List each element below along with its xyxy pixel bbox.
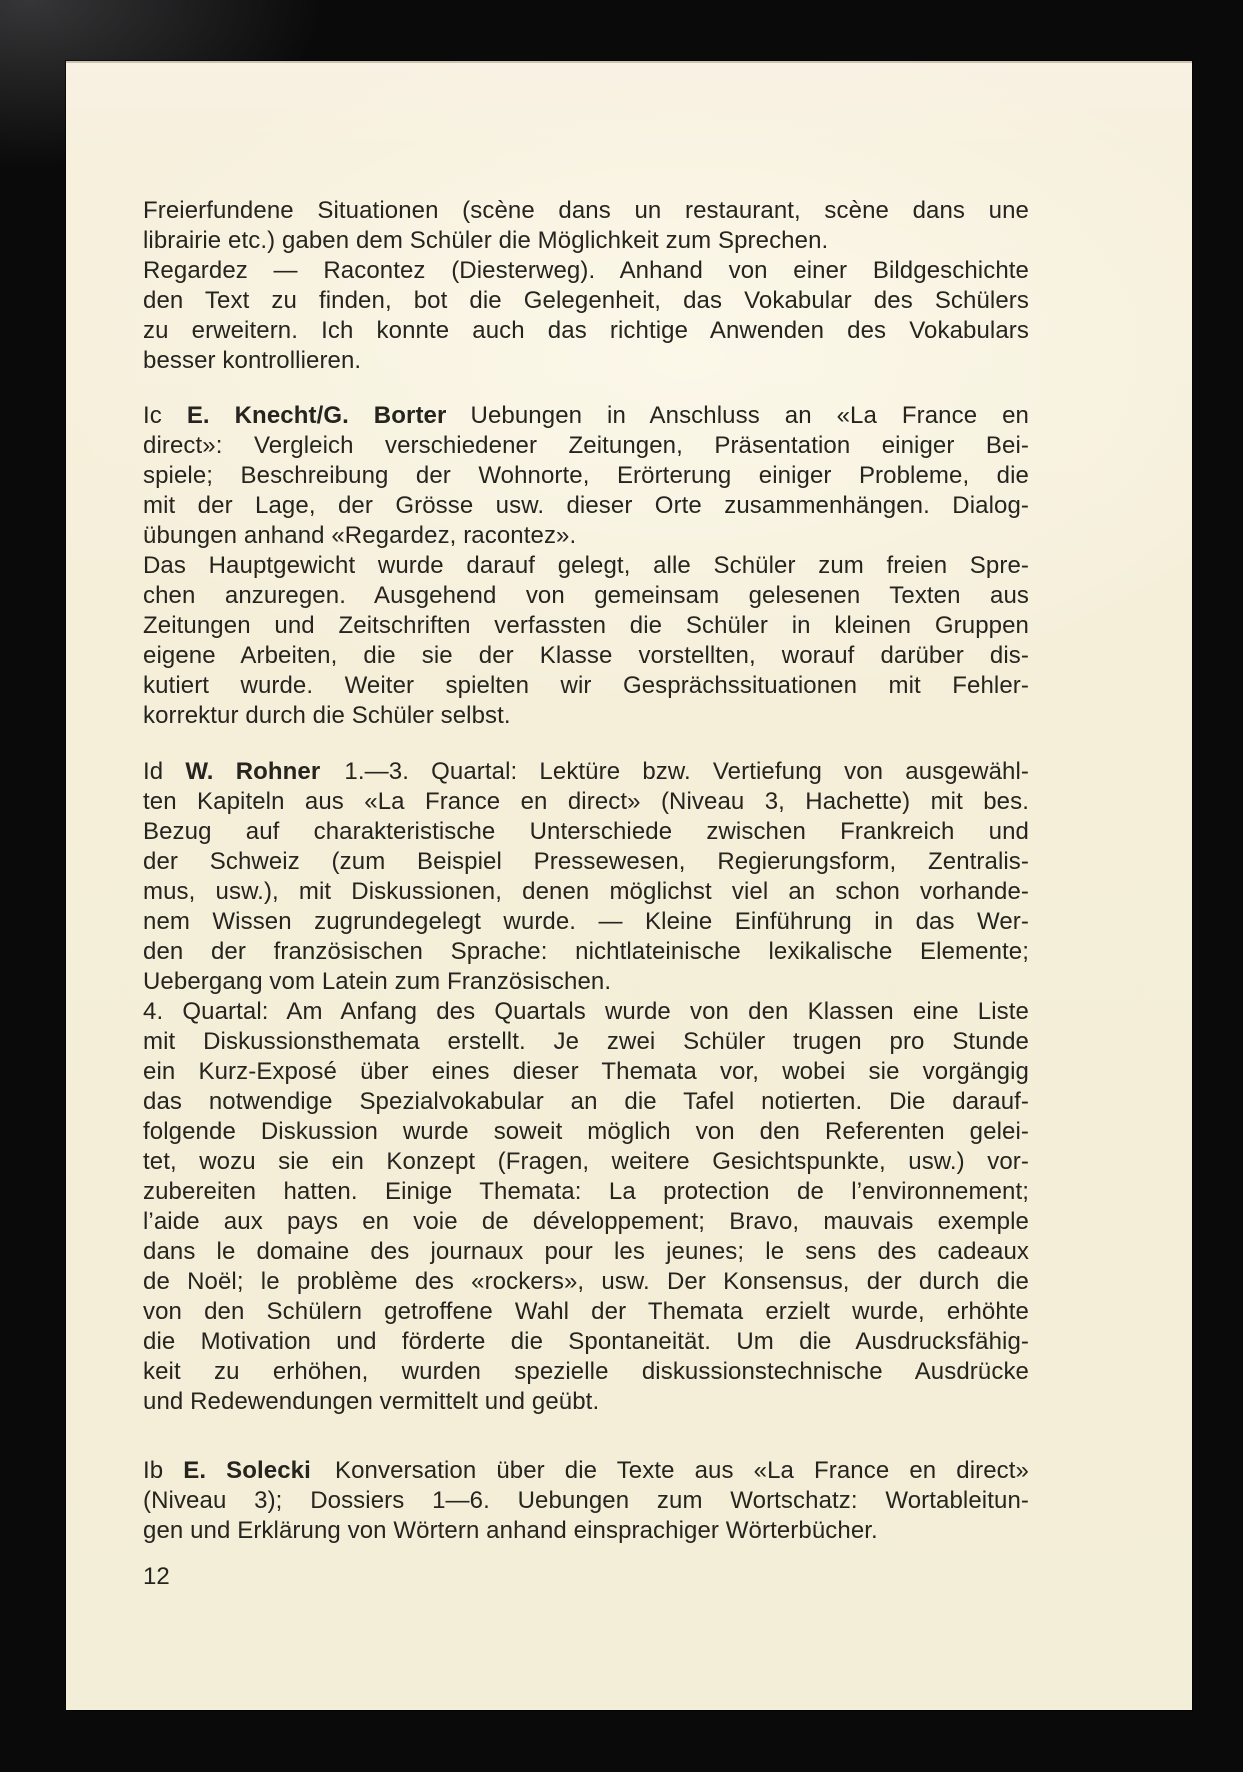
text-line <box>143 997 1029 1027</box>
page-number: 12 <box>143 1563 170 1590</box>
text-line <box>143 1357 1029 1387</box>
text-segment: zubereiten hatten. Einige Themata: La protection de l’environnement; <box>143 1178 1029 1205</box>
text-segment: Uebungen in Anschluss an «La France en <box>446 402 1029 429</box>
text-line <box>143 757 1029 787</box>
text-line <box>143 1387 1029 1417</box>
text-line <box>143 1207 1029 1237</box>
text-segment: Ib <box>143 1457 184 1484</box>
text-segment: von den Schülern getroffene Wahl der Themata erzielt wurde, erhöhte <box>143 1298 1029 1325</box>
text-line <box>143 1087 1029 1117</box>
text-line <box>143 1177 1029 1207</box>
text-line <box>143 286 1029 316</box>
text-line <box>143 1117 1029 1147</box>
teacher-name-bold: E. Knecht/G. Borter <box>186 402 447 429</box>
text-segment: mit Diskussionsthemata erstellt. Je zwei Schüler trugen pro Stunde <box>143 1028 1029 1055</box>
text-line <box>143 1147 1029 1177</box>
text-line <box>143 1237 1029 1267</box>
text-segment: das notwendige Spezialvokabular an die Tafel notierten. Die darauf- <box>143 1088 1029 1115</box>
teacher-name-bold: E. Solecki <box>183 1457 311 1484</box>
text-line <box>143 847 1029 877</box>
text-segment: korrektur durch die Schüler selbst. <box>143 702 511 729</box>
text-line <box>143 1516 1029 1546</box>
text-segment: Zeitungen und Zeitschriften verfassten die Schüler in kleinen Gruppen <box>143 612 1029 639</box>
text-line <box>143 346 1029 376</box>
text-segment: besser kontrollieren. <box>143 347 362 374</box>
text-segment: 1.—3. Quartal: Lektüre bzw. Vertiefung von ausgewähl- <box>320 758 1029 785</box>
paragraph-block <box>143 196 1029 376</box>
text-segment: Uebergang vom Latein zum Französischen. <box>143 968 612 995</box>
text-segment: direct»: Vergleich verschiedener Zeitungen, Präsentation einiger Bei- <box>143 432 1029 459</box>
document-page <box>66 61 1192 1710</box>
text-segment: librairie etc.) gaben dem Schüler die Möglichkeit zum Sprechen. <box>143 227 829 254</box>
text-segment: Das Hauptgewicht wurde darauf gelegt, alle Schüler zum freien Spre- <box>143 552 1029 579</box>
text-segment: nem Wissen zugrundegelegt wurde. — Kleine Einführung in das Wer- <box>143 908 1029 935</box>
text-line <box>143 1327 1029 1357</box>
text-line <box>143 877 1029 907</box>
text-segment: Konversation über die Texte aus «La France en direct» <box>310 1457 1029 1484</box>
text-line <box>143 1456 1029 1486</box>
text-segment: den Text zu finden, bot die Gelegenheit, das Vokabular des Schülers <box>143 287 1029 314</box>
text-line <box>143 787 1029 817</box>
paragraph-block <box>143 1456 1029 1546</box>
text-line <box>143 937 1029 967</box>
text-segment: kutiert wurde. Weiter spielten wir Gesprächssituationen mit Fehler- <box>143 672 1029 699</box>
text-segment: eigene Arbeiten, die sie der Klasse vorstellten, worauf darüber dis- <box>143 642 1029 669</box>
text-line <box>143 256 1029 286</box>
text-segment: chen anzuregen. Ausgehend von gemeinsam gelesenen Texten aus <box>143 582 1029 609</box>
text-line <box>143 491 1029 521</box>
text-line <box>143 701 1029 731</box>
text-segment: die Motivation und förderte die Spontaneität. Um die Ausdrucksfähig- <box>143 1328 1029 1355</box>
text-line <box>143 401 1029 431</box>
text-segment: Freierfundene Situationen (scène dans un restaurant, scène dans une <box>143 197 1029 224</box>
text-segment: folgende Diskussion wurde soweit möglich von den Referenten gelei- <box>143 1118 1029 1145</box>
text-line <box>143 967 1029 997</box>
text-line <box>143 671 1029 701</box>
text-segment: spiele; Beschreibung der Wohnorte, Erörterung einiger Probleme, die <box>143 462 1029 489</box>
teacher-name-bold: W. Rohner <box>185 758 321 785</box>
paragraph-block <box>143 401 1029 731</box>
text-line <box>143 611 1029 641</box>
text-segment: den der französischen Sprache: nichtlateinische lexikalische Elemente; <box>143 938 1029 965</box>
text-line <box>143 1027 1029 1057</box>
text-segment: 4. Quartal: Am Anfang des Quartals wurde von den Klassen eine Liste <box>143 998 1029 1025</box>
text-line <box>143 907 1029 937</box>
text-line <box>143 431 1029 461</box>
text-segment: übungen anhand «Regardez, racontez». <box>143 522 577 549</box>
text-segment: Regardez — Racontez (Diesterweg). Anhand von einer Bildgeschichte <box>143 257 1029 284</box>
text-segment: mus, usw.), mit Diskussionen, denen möglichst viel an schon vorhande- <box>143 878 1029 905</box>
text-segment: de Noël; le problème des «rockers», usw. Der Konsensus, der durch die <box>143 1268 1029 1295</box>
text-line <box>143 1297 1029 1327</box>
text-line <box>143 641 1029 671</box>
text-segment: Ic <box>143 402 187 429</box>
text-segment: und Redewendungen vermittelt und geübt. <box>143 1388 600 1415</box>
text-line <box>143 316 1029 346</box>
text-segment: tet, wozu sie ein Konzept (Fragen, weitere Gesichtspunkte, usw.) vor- <box>143 1148 1029 1175</box>
text-segment: ein Kurz-Exposé über eines dieser Themata vor, wobei sie vorgängig <box>143 1058 1029 1085</box>
text-segment: der Schweiz (zum Beispiel Pressewesen, Regierungsform, Zentralis- <box>143 848 1029 875</box>
text-line <box>143 1267 1029 1297</box>
text-segment: mit der Lage, der Grösse usw. dieser Orte zusammenhängen. Dialog- <box>143 492 1029 519</box>
text-line <box>143 196 1029 226</box>
text-segment: zu erweitern. Ich konnte auch das richtige Anwenden des Vokabulars <box>143 317 1029 344</box>
paragraph-block <box>143 757 1029 1417</box>
text-segment: ten Kapiteln aus «La France en direct» (Niveau 3, Hachette) mit bes. <box>143 788 1029 815</box>
text-line <box>143 461 1029 491</box>
text-segment: dans le domaine des journaux pour les jeunes; le sens des cadeaux <box>143 1238 1029 1265</box>
text-line <box>143 581 1029 611</box>
text-line <box>143 1486 1029 1516</box>
text-line <box>143 1057 1029 1087</box>
text-segment: gen und Erklärung von Wörtern anhand einsprachiger Wörterbücher. <box>143 1517 878 1544</box>
text-line <box>143 226 1029 256</box>
text-segment: l’aide aux pays en voie de développement; Bravo, mauvais exemple <box>143 1208 1029 1235</box>
text-segment: (Niveau 3); Dossiers 1—6. Uebungen zum Wortschatz: Wortableitun- <box>143 1487 1029 1514</box>
text-segment: Bezug auf charakteristische Unterschiede zwischen Frankreich und <box>143 818 1029 845</box>
text-line <box>143 817 1029 847</box>
text-line <box>143 521 1029 551</box>
text-line <box>143 551 1029 581</box>
text-segment: keit zu erhöhen, wurden spezielle diskussionstechnische Ausdrücke <box>143 1358 1029 1385</box>
text-segment: Id <box>143 758 186 785</box>
